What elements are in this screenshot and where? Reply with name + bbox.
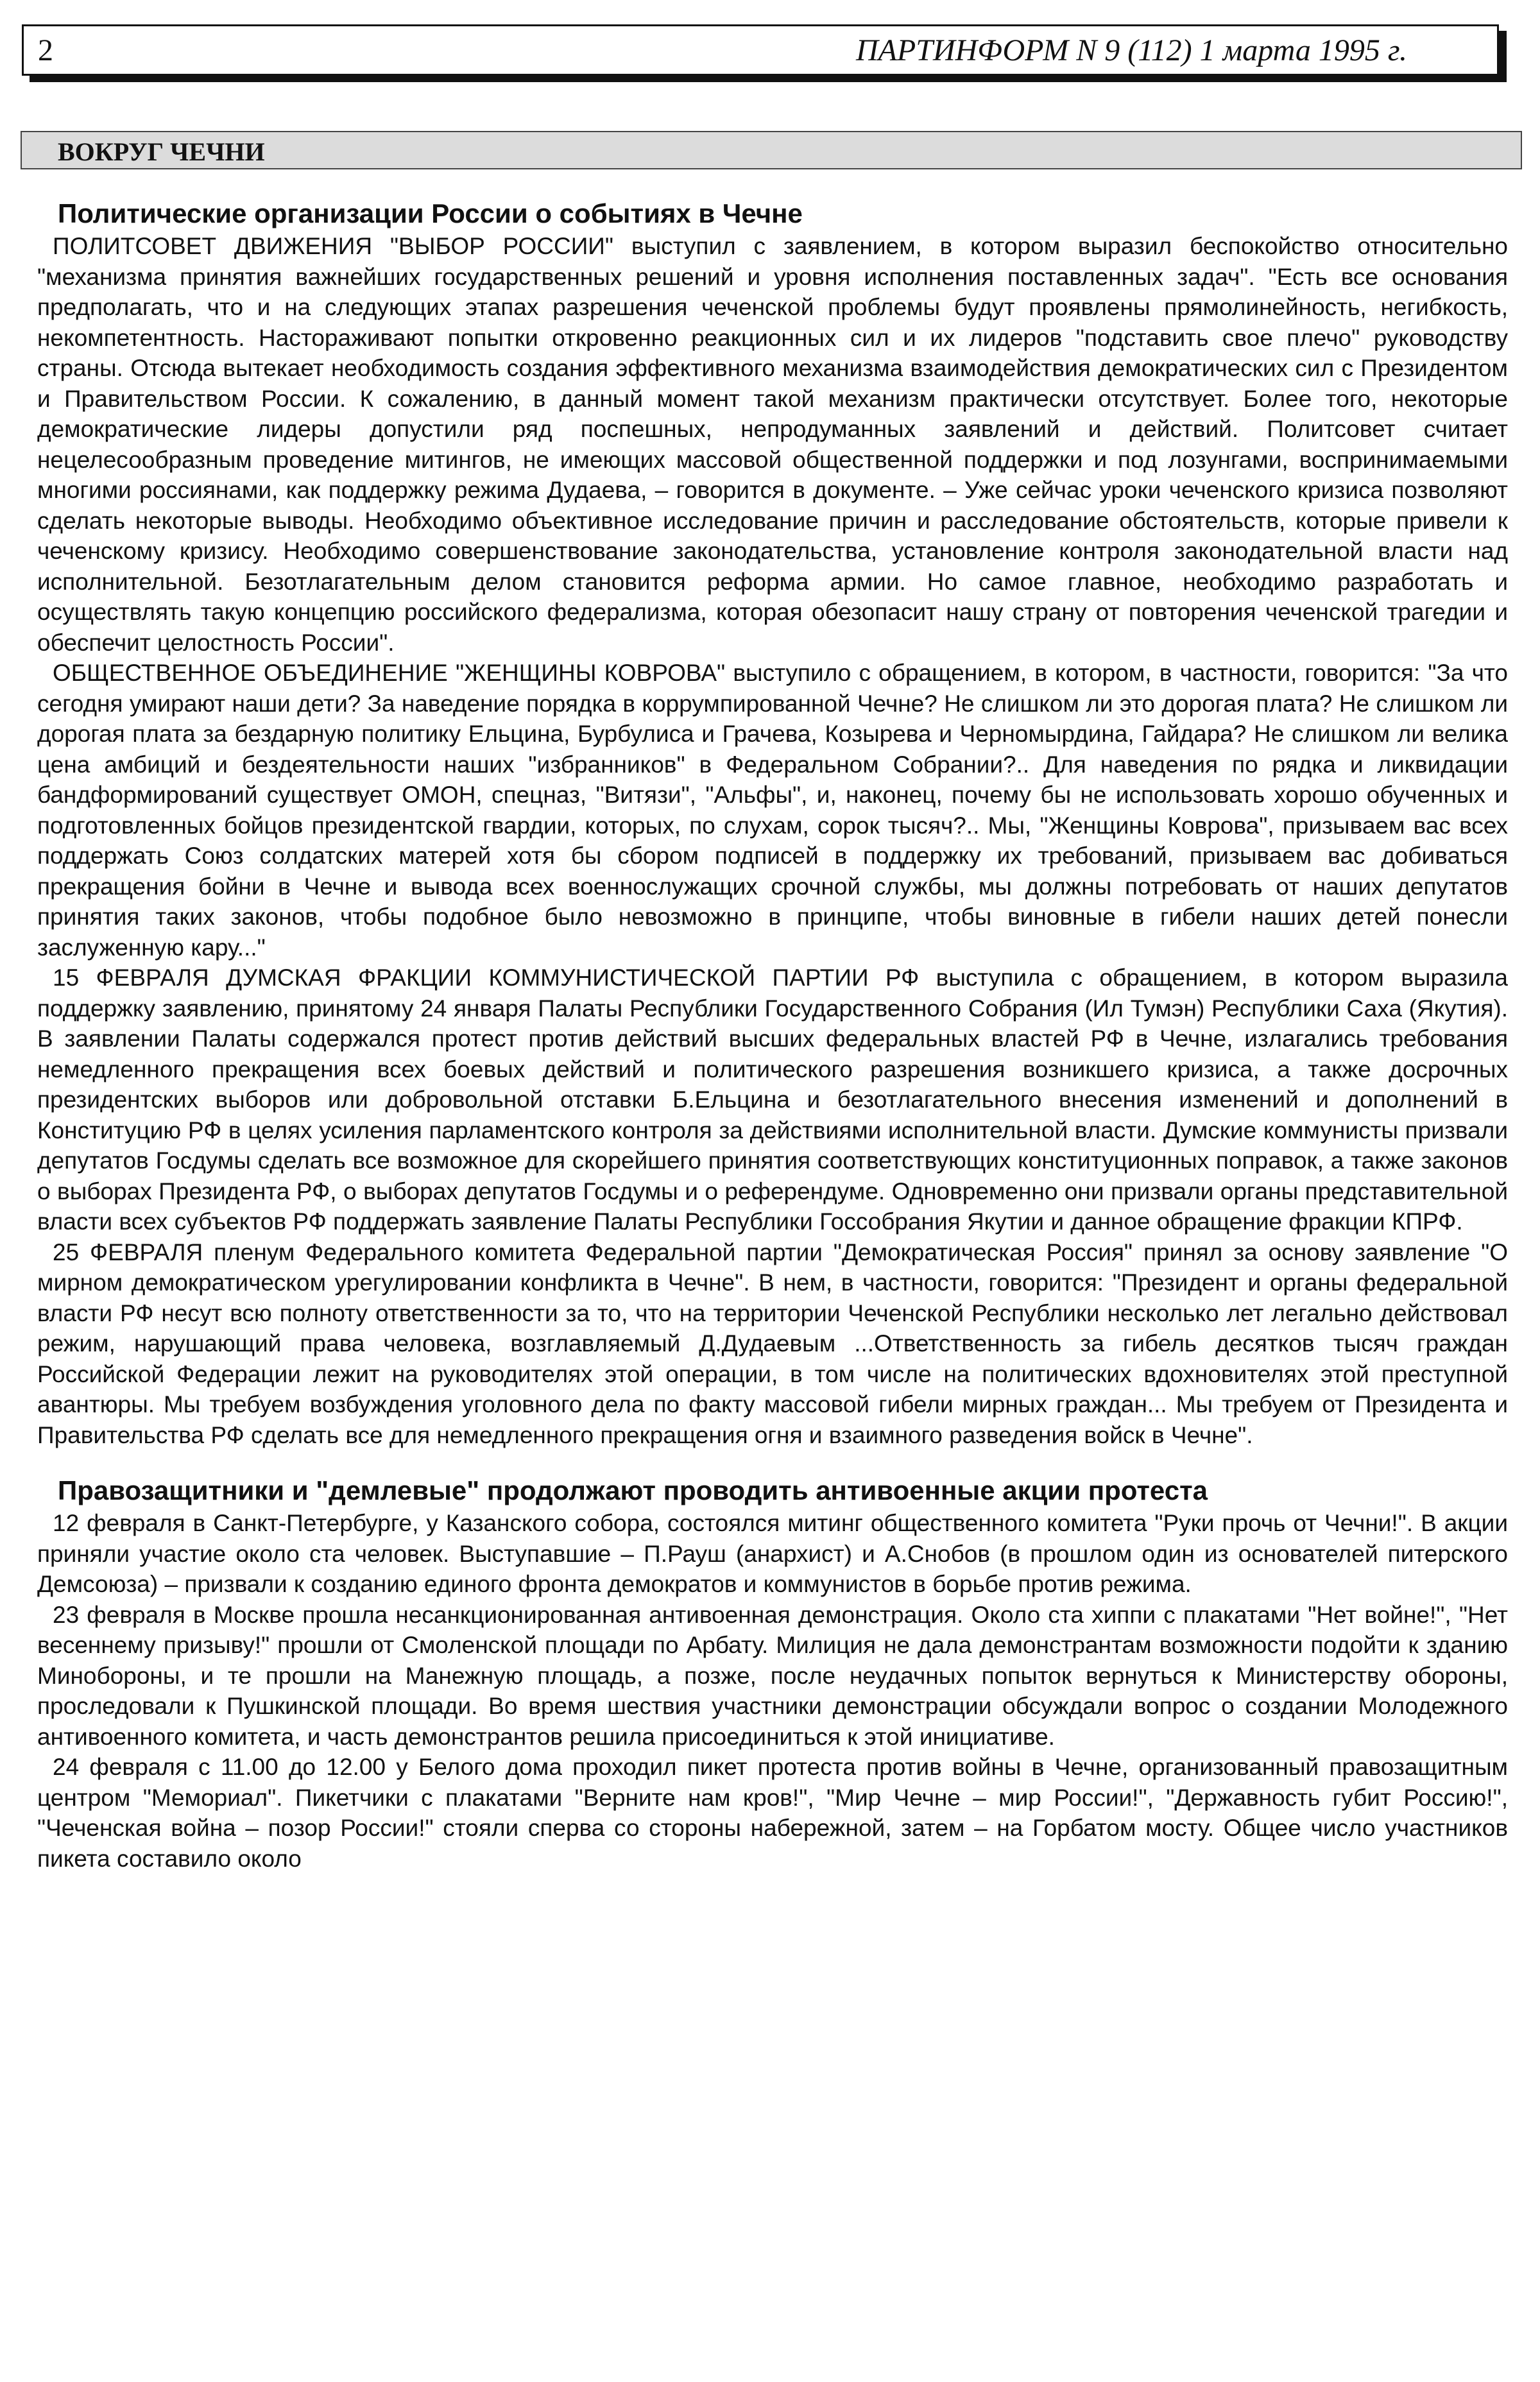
- article-paragraph: 23 февраля в Москве прошла несанкционированная антивоенная демонстрация. Около ста хиппи с плакатами "Нет войне!", "Нет весеннему призыву!" прошли от Смоленской площади по Арбату. Милиция не дала демонстрантам возможности подойти к зданию Минобороны, и те прошли на Манежную площадь, а позже, после неудачных попыток вернуться к Министерству обороны, проследовали к Пушкинской площади. Во время шествия участники демонстрации обсуждали вопрос о создании Молодежного антивоенного комитета, и часть демонстрантов решила присоединиться к этой инициативе.: [37, 1601, 1508, 1750]
- article-paragraph: ПОЛИТСОВЕТ ДВИЖЕНИЯ "ВЫБОР РОССИИ" выступил с заявлением, в котором выразил беспокойство относительно "механизма принятия важнейших государственных решений и уровня исполнения поставленных задач". "Есть все основания предполагать, что и на следующих этапах разрешения чеченской проблемы будут проявлены прямолинейность, негибкость, некомпетентность. Настораживают попытки откровенно реакционных сил и их лидеров "подставить свое плечо" руководству страны. Отсюда вытекает необходимость создания эффективного механизма взаимодействия демократических сил с Президентом и Правительством России. К сожалению, в данный момент такой механизм практически отсутствует. Более того, некоторые демократические лидеры допустили ряд поспешных, непродуманных заявлений и действий. Политсовет считает нецелесообразным проведение митингов, не имеющих массовой общественной поддержки и под лозунгами, воспринимаемыми многими россиянами, как поддержку режима Дудаева, – говорится в документе. – Уже сейчас уроки чеченского кризиса позволяют сделать некоторые выводы. Необходимо объективное исследование причин и расследование обстоятельств, которые привели к чеченскому кризису. Необходимо совершенствование законодательства, установление контроля законодательной власти над исполнительной. Безотлагательным делом становится реформа армии. Но самое главное, необходимо разработать и осуществлять такую концепцию российского федерализма, которая обезопасит нашу страну от повторения чеченской трагедии и обеспечит целостность России".: [37, 233, 1508, 656]
- page-header: [22, 24, 1499, 76]
- article-title: Политические организации России о событиях в Чечне: [58, 198, 803, 228]
- article-paragraph: 25 ФЕВРАЛЯ пленум Федерального комитета Федеральной партии "Демократическая Россия" принял за основу заявление "О мирном демократическом урегулировании конфликта в Чечне". В нем, в частности, говорится: "Президент и органы федеральной власти РФ несут всю полноту ответственности за то, что на территории Чеченской Республики несколько лет легально действовал режим, нарушающий права человека, возглавляемый Д.Дудаевым ...Ответственность за гибель десятков тысяч граждан Российской Федерации лежит на руководителях этой операции, в том числе на политических вдохновителях этой преступной авантюры. Мы требуем возбуждения уголовного дела по факту массовой гибели мирных граждан... Мы требуем от Президента и Правительства РФ сделать все для немедленного прекращения огня и взаимного разведения войск в Чечне".: [37, 1238, 1508, 1448]
- article-paragraph: 24 февраля с 11.00 до 12.00 у Белого дома проходил пикет протеста против войны в Чечне, организованный правозащитным центром "Мемориал". Пикетчики с плакатами "Верните нам кров!", "Мир Чечне – мир России!", "Державность губит Россию!", "Чеченская война – позор России!" стояли сперва со стороны набережной, затем – на Горбатом мосту. Общее число участников пикета составило около: [37, 1754, 1508, 1872]
- article-paragraph: ОБЩЕСТВЕННОЕ ОБЪЕДИНЕНИЕ "ЖЕНЩИНЫ КОВРОВА" выступило с обращением, в котором, в частности, говорится: "За что сегодня умирают наши дети? За наведение порядка в коррумпированной Чечне? Не слишком ли это дорогая плата? Не слишком ли дорогая плата за бездарную политику Ельцина, Бурбулиса и Грачева, Козырева и Черномырдина, Гайдара? Не слишком ли велика цена амбиций и бездеятельности наших "избранников" в Федеральном Собрании?.. Для наведения по рядка и ликвидации бандформирований существует ОМОН, спецназ, "Витязи", "Альфы", и, наконец, почему бы не использовать хорошо обученных и подготовленных бойцов президентской гвардии, которых, по слухам, сорок тысяч?.. Мы, "Женщины Коврова", призываем вас всех поддержать Союз солдатских матерей хотя бы сбором подписей в поддержку их требований, призываем вас добиваться прекращения бойни в Чечне и вывода всех военнослужащих срочной службы, мы должны потребовать от наших депутатов принятия таких законов, чтобы подобное было невозможно в принципе, чтобы виновные в гибели наших детей понесли заслуженную кару...": [37, 660, 1508, 961]
- article-body: [37, 196, 1508, 2372]
- article-paragraph: 15 ФЕВРАЛЯ ДУМСКАЯ ФРАКЦИИ КОММУНИСТИЧЕСКОЙ ПАРТИИ РФ выступила с обращением, в котором выразила поддержку заявлению, принятому 24 января Палаты Республики Государственного Собрания (Ил Тумэн) Республики Саха (Якутия). В заявлении Палаты содержался протест против действий высших федеральных властей РФ в Чечне, излагались требования немедленного прекращения всех боевых действий и политического разрешения возникшего кризиса, а также досрочных президентских выборов или добровольной отставки Б.Ельцина и безотлагательного внесения изменений и дополнений в Конституцию РФ в целях усиления парламентского контроля за действиями исполнительной власти. Думские коммунисты призвали депутатов Госдумы сделать все возможное для скорейшего принятия соответствующих конституционных поправок, а также законов о выборах Президента РФ, о выборах депутатов Госдумы и о референдуме. Одновременно они призвали органы представительной власти всех субъектов РФ поддержать заявление Палаты Республики Госсобрания Якутии и данное обращение фракции КПРФ.: [37, 964, 1508, 1235]
- article-title: Правозащитники и "демлевые" продолжают проводить антивоенные акции протеста: [58, 1475, 1208, 1505]
- page-number: 2: [38, 33, 53, 67]
- rubric-title: ВОКРУГ ЧЕЧНИ: [58, 137, 265, 166]
- section-rubric: [21, 131, 1522, 169]
- article-paragraph: 12 февраля в Санкт-Петербурге, у Казанского собора, состоялся митинг общественного комитета "Руки прочь от Чечни!". В акции приняли участие около ста человек. Выступавшие – П.Рауш (анархист) и А.Снобов (в прошлом один из основателей питерского Демсоюза) – призвали к созданию единого фронта демократов и коммунистов в борьбе против режима.: [37, 1510, 1508, 1597]
- publication-title: ПАРТИНФОРМ N 9 (112) 1 марта 1995 г.: [855, 33, 1407, 67]
